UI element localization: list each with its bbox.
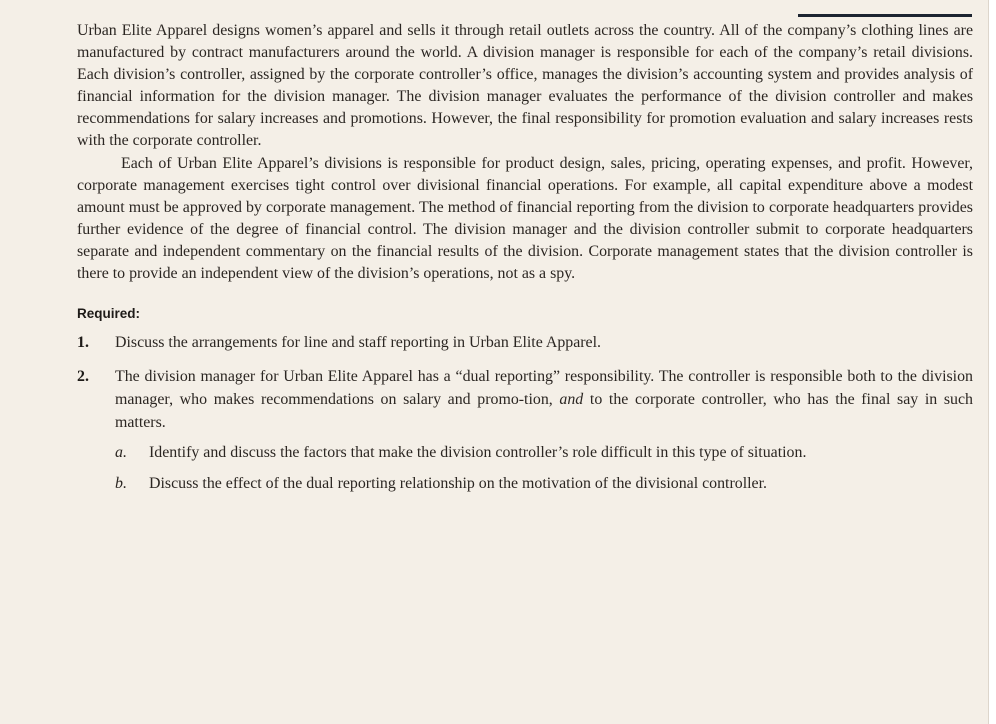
header-rule bbox=[798, 14, 972, 17]
question-text: Discuss the arrangements for line and staff reporting in Urban Elite Apparel. bbox=[115, 334, 601, 352]
intro-paragraph-1: Urban Elite Apparel designs women’s apparel and sells it through retail outlets across the country. All of the company’s clothing lines are manufactured by contract manufacturers around the world. A division manager is responsible for each of the company’s retail divisions. Each division’s controller, assigned by the corporate controller’s office, manages the division’s accounting system and provides analysis of financial information for the division manager. The division manager evaluates the performance of the division controller and makes recommendations for salary increases and promotions. However, the final responsibility for promotion evaluation and salary increases rests with the corporate controller. bbox=[77, 22, 973, 150]
question-body bbox=[115, 365, 973, 503]
sub-question-text: Identify and discuss the factors that make the division controller’s role difficult in this type of situation. bbox=[149, 444, 807, 462]
case-content bbox=[77, 20, 973, 514]
required-heading: Required: bbox=[77, 306, 141, 322]
question-text-start: The division manager for Urban Elite Apparel has a “dual reporting” responsibility. The controller is responsible both to the division manager, who makes recommendations on salary and promo-tion, bbox=[115, 368, 973, 409]
sub-question-b bbox=[115, 472, 973, 495]
question-text-emphasis: and bbox=[559, 391, 584, 409]
sub-question-a bbox=[115, 441, 973, 464]
sub-question-list bbox=[115, 441, 973, 495]
question-number: 2. bbox=[77, 368, 89, 386]
question-list bbox=[77, 331, 973, 503]
sub-question-text: Discuss the effect of the dual reporting relationship on the motivation of the divisional controller. bbox=[149, 475, 767, 493]
question-number: 1. bbox=[77, 334, 89, 352]
intro-paragraph-2: Each of Urban Elite Apparel’s divisions is responsible for product design, sales, pricing, operating expenses, and profit. However, corporate management exercises tight control over divisional financial operations. For example, all capital expenditure above a modest amount must be approved by corporate management. The method of financial reporting from the division to corporate headquarters provides further evidence of the degree of financial control. The division manager and the division controller submit to corporate headquarters separate and independent commentary on the financial results of the division. Corporate management states that the division controller is there to provide an independent view of the division’s operations, not as a spy. bbox=[77, 154, 973, 283]
question-text-end: to the corporate controller, who has the final say in such matters. bbox=[115, 391, 974, 432]
question-2 bbox=[77, 365, 973, 503]
sub-question-letter: a. bbox=[115, 444, 127, 462]
sub-question-letter: b. bbox=[115, 475, 127, 493]
question-1 bbox=[77, 331, 973, 354]
